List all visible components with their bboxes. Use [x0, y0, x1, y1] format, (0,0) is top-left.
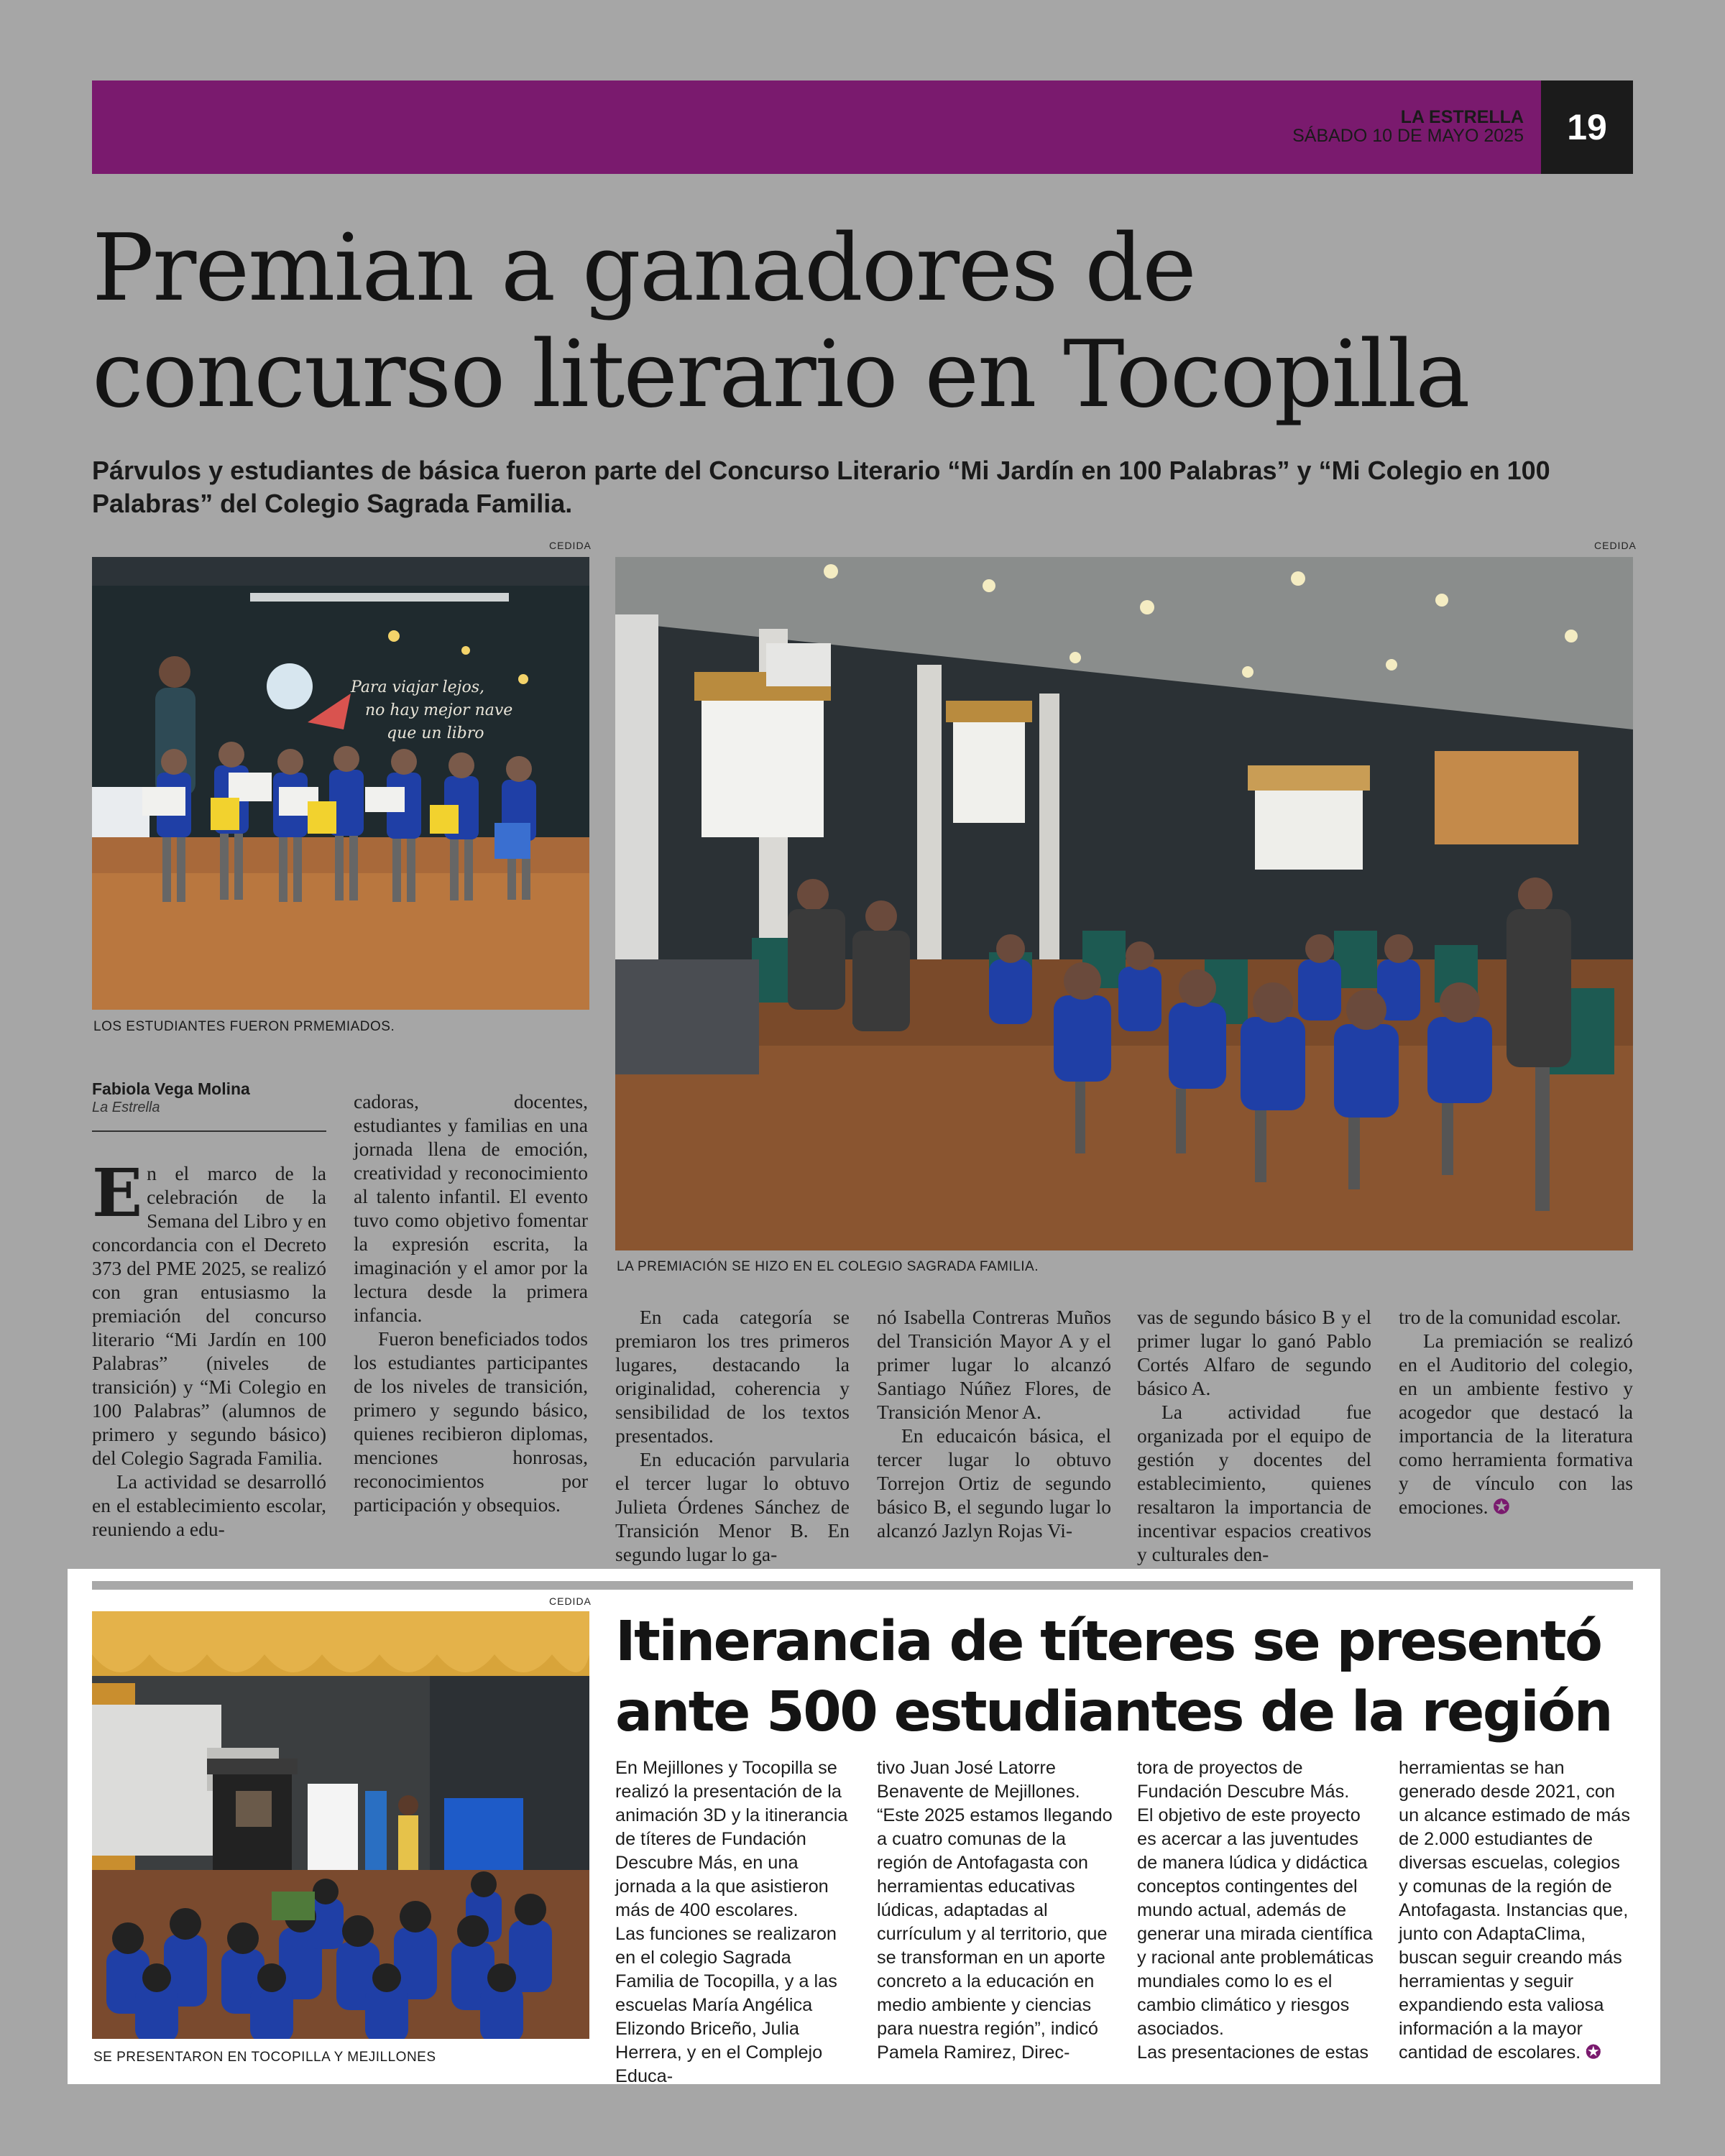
main-column-3 [615, 1305, 850, 1566]
main-headline-line2: concurso literario en Tocopilla [92, 321, 1469, 428]
mural-text-1: Para viajar lejos, [351, 678, 484, 696]
main-deck: Párvulos y estudiantes de básica fueron parte del Concurso Literario “Mi Jardín en 100 Palabras” y “Mi Colegio en 100 Palabras” del Colegio Sagrada Familia. [92, 456, 1550, 518]
main-col1-p2: La actividad se desarrolló en el establecimiento escolar, reuniendo a edu- [92, 1470, 326, 1540]
bottom-end-mark-icon: ✪ [1586, 2042, 1601, 2063]
bottom-article-rule [92, 1581, 1633, 1590]
bottom-col4-p1: herramientas se han generado desde 2021, con un alcance estimado de más de 2.000 estudiantes de diversas escuelas, colegios y comunas de la región de Antofagasta. Instancias que, junto con AdaptaClima, buscan seguir creando más herramientas y seguir expandiendo esta valiosa información a la mayor cantidad de escolares. [1399, 1758, 1631, 2063]
bottom-col2-p1: tivo Juan José Latorre Benavente de Mejillones. [877, 1758, 1080, 1802]
main-headline-line1: Premian a ganadores de [92, 215, 1195, 322]
bottom-col1-p2: Las funciones se realizaron en el colegio Sagrada Familia de Tocopilla, y a las escuelas María Angélica Elizondo Briceño, Julia Herrera, y en el Complejo Educa- [615, 1924, 837, 2086]
main-col3-p2: En educación parvularia el tercer lugar lo obtuvo Julieta Órdenes Sánchez de Transición Menor B. En segundo lugar lo ga- [615, 1448, 850, 1565]
bottom-column-2 [877, 1756, 1114, 2065]
bottom-col3-p2: El objetivo de este proyecto es acercar a las juventudes de manera lúdica y didáctica conceptos contingentes del mundo actual, además de generar una mirada científica y racional ante problemáticas mundiales como lo es el cambio climático y riesgos asociados. [1137, 1805, 1374, 2039]
bottom-col3-p3: Las presentaciones de estas [1137, 2042, 1369, 2063]
photo1-caption: LOS ESTUDIANTES FUERON PRMEMIADOS. [93, 1019, 395, 1034]
photo2-credit: CEDIDA [1594, 540, 1637, 551]
bottom-column-1 [615, 1756, 852, 2088]
issue-date: SÁBADO 10 DE MAYO 2025 [1292, 126, 1524, 146]
main-column-1 [92, 1154, 326, 1541]
page-number: 19 [1541, 80, 1633, 174]
mural-text-2: no hay mejor nave [365, 701, 513, 719]
main-col2-p1: cadoras, docentes, estudiantes y familias en una jornada llena de emoción, creatividad y reconocimiento al talento infantil. El evento tuvo como objetivo fomentar la expresión escrita, la imaginación y el amor por la lectura desde la primera infancia. [354, 1090, 588, 1326]
bottom-headline-line1: Itinerancia de títeres se presentó [615, 1610, 1601, 1674]
byline-source: La Estrella [92, 1100, 160, 1115]
main-col3-p1: En cada categoría se premiaron los tres primeros lugares, destacando la originalidad, coherencia y sensibilidad de los textos presentados. [615, 1306, 850, 1447]
main-column-5 [1137, 1305, 1371, 1566]
main-column-2 [354, 1089, 588, 1516]
bottom-col1-p1: En Mejillones y Tocopilla se realizó la presentación de la animación 3D y la itinerancia de títeres de Fundación Descubre Más, en una jornada a la que asistieron más de 400 escolares. [615, 1758, 848, 1920]
main-col5-p1: vas de segundo básico B y el primer lugar lo ganó Pablo Cortés Alfaro de segundo básico A. [1137, 1306, 1371, 1399]
bottom-column-4 [1399, 1756, 1633, 2065]
photo2-caption: LA PREMIACIÓN SE HIZO EN EL COLEGIO SAGRADA FAMILIA. [617, 1259, 1039, 1274]
byline-rule [92, 1130, 326, 1132]
bottom-headline-line2: ante 500 estudiantes de la región [615, 1680, 1612, 1744]
newspaper-name: LA ESTRELLA [1400, 107, 1524, 127]
bottom-headline [615, 1607, 1636, 1748]
main-col4-p1: nó Isabella Contreras Muños del Transición Mayor A y el primer lugar lo alcanzó Santiago Núñez Flores, de Transición Menor A. [877, 1306, 1111, 1423]
photo-students-awarded [92, 557, 589, 1010]
photo-auditorium-ceremony [615, 557, 1633, 1250]
bottom-photo-caption: SE PRESENTARON EN TOCOPILLA Y MEJILLONES [93, 2050, 436, 2065]
main-col1-p1: n el marco de la celebración de la Semana del Libro y en concordancia con el Decreto 373 del PME 2025, se realizó con gran entusiasmo la premiación del concurso literario “Mi Jardín en 100 Palabras” (niveles de transición) y “Mi Colegio en 100 Palabras” (alumnos de primero y segundo básico) del Colegio Sagrada Familia. [92, 1162, 326, 1469]
bottom-col3-p1: tora de proyectos de Fundación Descubre Más. [1137, 1758, 1350, 1802]
byline-author: Fabiola Vega Molina [92, 1079, 250, 1098]
bottom-photo-credit: CEDIDA [549, 1595, 592, 1607]
main-column-4 [877, 1305, 1111, 1542]
main-col6-p2: La premiación se realizó en el Auditorio del colegio, en un ambiente festivo y acogedor que destacó la importancia de la literatura como herramienta formativa y de vínculo con las emociones. [1399, 1330, 1633, 1518]
mural-text-3: que un libro [387, 724, 484, 742]
main-headline [92, 216, 1637, 428]
photo1-credit: CEDIDA [549, 540, 592, 551]
main-col2-p2: Fueron beneficiados todos los estudiantes participantes de los niveles de transición, primero y segundo básico, quienes recibieron diplomas, menciones honrosas, reconocimientos por participación y obsequios. [354, 1327, 588, 1516]
photo-puppet-show [92, 1611, 589, 2039]
bottom-col2-p2: “Este 2025 estamos llegando a cuatro comunas de la región de Antofagasta con herramientas educativas lúdicas, adaptadas al currículum y al territorio, que se transforman en un aporte concreto a la educación en medio ambiente y ciencias para nuestra región”, indicó Pamela Ramirez, Direc- [877, 1805, 1113, 2063]
bottom-column-3 [1137, 1756, 1374, 2065]
main-col6-p1: tro de la comunidad escolar. [1399, 1306, 1622, 1328]
main-col5-p2: La actividad fue organizada por el equipo de gestión y docentes del establecimiento, quienes resaltaron la importancia de incentivar espacios creativos y culturales den- [1137, 1401, 1371, 1565]
main-col4-p2: En educaicón básica, el tercer lugar lo obtuvo Torrejon Ortiz de segundo básico B, el segundo lugar lo alcanzó Jazlyn Rojas Vi- [877, 1424, 1111, 1542]
dropcap: E [92, 1154, 143, 1232]
end-mark-icon: ✪ [1493, 1496, 1510, 1518]
main-column-6 [1399, 1305, 1633, 1519]
